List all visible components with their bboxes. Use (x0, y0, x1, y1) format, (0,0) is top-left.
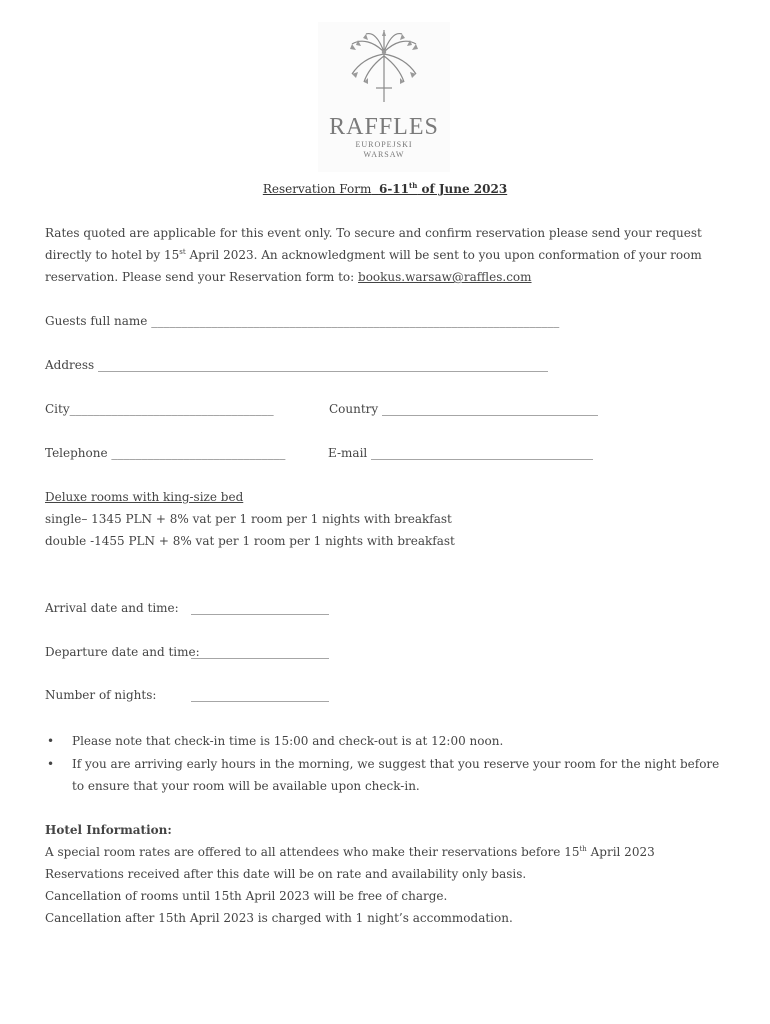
double-room-rate: double -1455 PLN + 8% vat per 1 room per 1 nights with breakfast (45, 534, 455, 548)
hotel-info-line-1-end: April 2023 (586, 845, 655, 859)
hotel-info-line-1-sup: th (579, 845, 587, 853)
logo-subtitle-line1: EUROPEJSKI (355, 140, 413, 149)
hotel-info-line-2: Reservations received after this date will be on rate and availability only basis. (45, 867, 527, 881)
form-title (0, 182, 770, 196)
nights-label: Number of nights: (45, 688, 157, 702)
telephone-field[interactable]: Telephone _____________________________ (45, 446, 286, 460)
city-field[interactable]: City__________________________________ (45, 402, 274, 416)
form-title-dates-end: of June 2023 (417, 182, 508, 196)
raffles-logo (318, 22, 450, 172)
note-text: If you are arriving early hours in the morning, we suggest that you reserve your room for the night before to ensure that your room will be available upon check-in. (72, 757, 720, 793)
address-field[interactable]: Address ___________________________________________________________________________ (45, 358, 548, 372)
country-field[interactable]: Country ____________________________________ (329, 402, 599, 416)
arrival-field[interactable]: _______________________ (191, 601, 329, 615)
intro-text-2: April 2023. An acknowledgment will be sent to you upon conformation of your room reservation. Please send your Reservation form to: (45, 248, 702, 284)
logo-brand-name: RAFFLES (329, 114, 439, 140)
hotel-info-line-1-text: A special room rates are offered to all attendees who make their reservations before 15 (45, 845, 580, 859)
arrival-label: Arrival date and time: (45, 601, 179, 615)
hotel-info-heading: Hotel Information: (45, 823, 172, 837)
single-room-rate: single– 1345 PLN + 8% vat per 1 room per 1 nights with breakfast (45, 512, 452, 526)
notes-list (45, 730, 735, 797)
hotel-info-line-1 (45, 845, 655, 859)
nights-field[interactable]: _______________________ (191, 688, 329, 702)
list-item (45, 753, 735, 797)
logo-subtitle-line2: WARSAW (363, 150, 405, 159)
form-title-dates-sup: th (409, 181, 418, 190)
note-text: Please note that check-in time is 15:00 and check-out is at 12:00 noon. (72, 734, 504, 748)
palm-tree-emblem-icon (318, 22, 450, 112)
departure-field[interactable]: _______________________ (191, 645, 329, 659)
hotel-info-line-4: Cancellation after 15th April 2023 is charged with 1 night’s accommodation. (45, 911, 513, 925)
bullet-icon: • (47, 734, 55, 748)
form-title-dates: 6-11 (378, 182, 409, 196)
guest-name-field[interactable]: Guests full name ____________________________________________________________________ (45, 314, 560, 328)
intro-sup: st (179, 248, 186, 256)
form-title-prefix: Reservation Form (262, 182, 372, 196)
intro-text-1: Rates quoted are applicable for this event only. To secure and confirm reservation please send your request directly to hotel by 15 (45, 226, 702, 262)
email-field[interactable]: E-mail _____________________________________ (328, 446, 594, 460)
rooms-heading: Deluxe rooms with king-size bed (45, 490, 244, 504)
hotel-info-line-3: Cancellation of rooms until 15th April 2023 will be free of charge. (45, 889, 448, 903)
bullet-icon: • (47, 757, 55, 771)
intro-paragraph (45, 222, 735, 288)
departure-label: Departure date and time: (45, 645, 200, 659)
list-item (45, 730, 735, 752)
booking-email-link[interactable]: bookus.warsaw@raffles.com (358, 270, 532, 284)
